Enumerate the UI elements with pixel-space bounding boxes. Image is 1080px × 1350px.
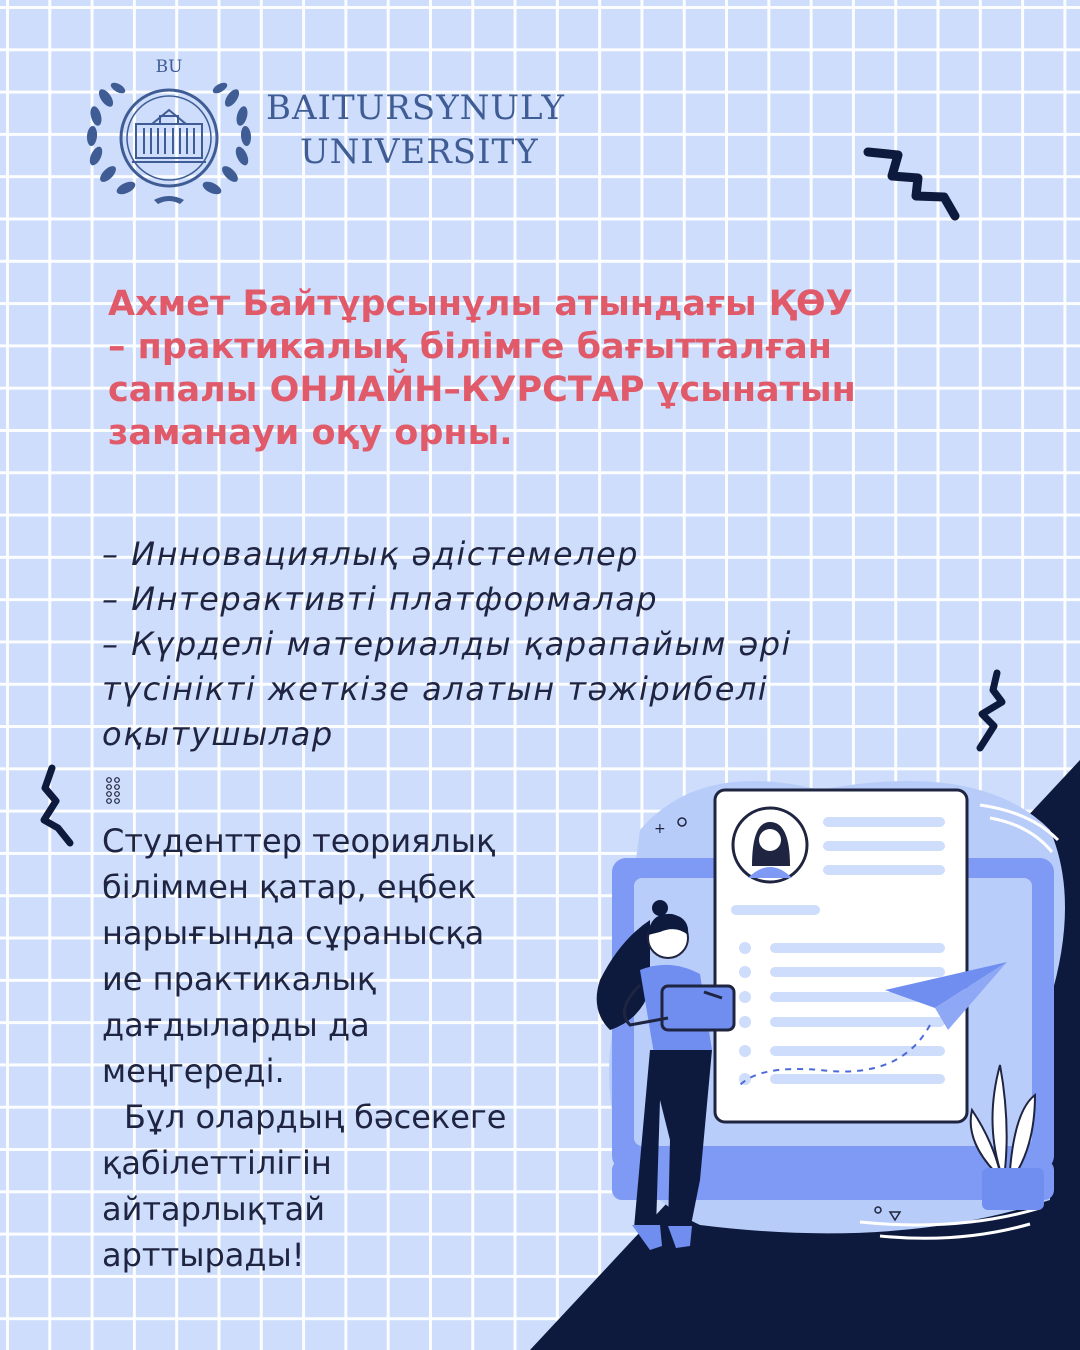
feature-item: – Инновациялық әдістемелер (102, 535, 639, 573)
headline-line: – практикалық білімге бағытталған (108, 327, 832, 367)
feature-item: – Интерактивті платформалар (102, 580, 659, 618)
body-line: айтарлықтай (102, 1190, 326, 1228)
body-line: біліммен қатар, еңбек (102, 868, 477, 906)
feature-item: – Күрделі материалды қарапайым әрі (102, 625, 792, 663)
logo-monogram: BU (155, 58, 183, 77)
body-line: нарығында сұранысқа (102, 914, 485, 952)
tablet-icon (662, 986, 734, 1030)
body-line: Студенттер теориялық (102, 822, 496, 860)
body-line: арттырады! (102, 1236, 305, 1274)
body-line: меңгереді. (102, 1052, 285, 1090)
feature-item: оқытушылар (102, 715, 334, 753)
university-name-line-1: BAITURSYNULY (266, 88, 565, 128)
headline-line: сапалы ОНЛАЙН–КУРСТАР ұсынатын (108, 370, 856, 410)
body-line: Бұл олардың бәсекеге (124, 1098, 507, 1136)
university-name-line-2: UNIVERSITY (300, 132, 539, 172)
svg-text:+: + (654, 821, 666, 837)
body-line: дағдыларды да (102, 1006, 370, 1044)
body-line: ие практикалық (102, 960, 377, 998)
headline-line: Ахмет Байтұрсынұлы атындағы ҚӨУ (108, 284, 853, 324)
feature-item: түсінікті жеткізе алатын тәжірибелі (102, 670, 769, 708)
body-line: қабілеттілігін (102, 1144, 332, 1182)
headline-line: заманауи оқу орны. (108, 413, 513, 453)
